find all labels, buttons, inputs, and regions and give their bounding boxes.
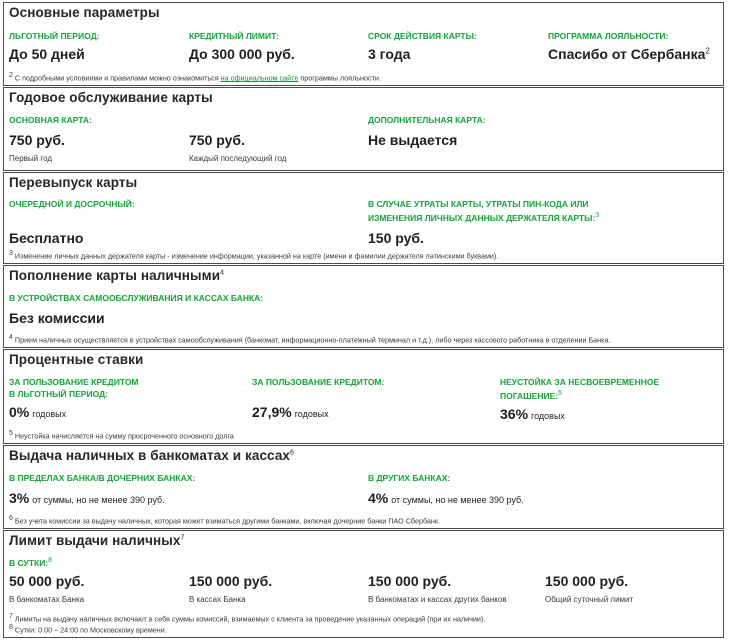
regular-reissue [9, 198, 135, 246]
section-title: Лимит выдачи наличных$^7$ [9, 533, 185, 548]
footnote-5: $^5$ Неустойка начисляется на сумму просроченного основного долга [9, 430, 234, 441]
official-site-link[interactable]: на официальном сайте [220, 73, 299, 83]
limit-other-banks-value: 150 000 руб. [368, 573, 452, 589]
deposit-label: В УСТРОЙСТВАХ САМООБСЛУЖИВАНИЯ И КАССАХ БАНКА: [9, 293, 264, 303]
rate-credit-label: ЗА ПОЛЬЗОВАНИЕ КРЕДИТОМ: [252, 377, 385, 387]
next-years-label [189, 114, 286, 126]
loyalty-program [548, 30, 710, 62]
rate-penalty [500, 376, 659, 422]
limit-cash-desk-value: 150 000 руб. [189, 573, 273, 589]
rate-credit-value: 27,9% годовых [252, 404, 329, 420]
loss-reissue-label-line2: ИЗМЕНЕНИЯ ЛИЧНЫХ ДАННЫХ ДЕРЖАТЕЛЯ КАРТЫ:$^3$ [368, 212, 600, 223]
withdraw-own-bank-label: В ПРЕДЕЛАХ БАНКА/В ДОЧЕРНИХ БАНКАХ: [9, 473, 196, 483]
per-day-label: В СУТКИ:$^8$ [9, 557, 53, 568]
credit-limit-value: До 300 000 руб. [189, 46, 295, 62]
cash-deposit-section [3, 265, 724, 348]
limit-cash-desk [189, 573, 272, 604]
footnote-3: $^3$ Изменение личных данных держателя карты - изменение информации, указанной на карте (имени и фамилии держателя латинскими буквами). [9, 250, 499, 261]
withdraw-own-bank [9, 472, 195, 506]
withdraw-other-banks-value: 4% от суммы, но не менее 390 руб. [368, 490, 524, 506]
grace-period [9, 30, 99, 62]
limit-other-banks [368, 573, 507, 604]
loyalty-program-value: Спасибо от Сбербанка$^2$ [548, 46, 710, 62]
grace-period-label: ЛЬГОТНЫЙ ПЕРИОД: [9, 31, 100, 41]
section-title: Основные параметры [9, 5, 160, 20]
footnote-6: $^6$ Без учета комиссии за выдачу наличных, которая может взиматься другими банками, включая дочерние банки ПАО Сбербанк. [9, 515, 441, 526]
first-year-fee: 750 руб. [9, 132, 65, 148]
card-validity-value: 3 года [368, 46, 411, 62]
limit-total-daily-caption: Общий суточный лимит [545, 595, 634, 604]
rate-credit-label-line2 [252, 388, 384, 400]
main-card-next-years [189, 114, 286, 163]
next-years-caption: Каждый последующий год [189, 154, 287, 163]
rate-grace-label-line2: В ЛЬГОТНЫЙ ПЕРИОД: [9, 389, 108, 399]
regular-reissue-label: ОЧЕРЕДНОЙ И ДОСРОЧНЫЙ: [9, 199, 135, 209]
section-title: Пополнение карты наличными$^4$ [9, 268, 225, 283]
card-validity [368, 30, 477, 62]
loss-reissue [368, 198, 599, 246]
section-title: Годовое обслуживание карты [9, 90, 213, 105]
rate-penalty-label-line2: ПОГАШЕНИЕ:$^5$ [500, 390, 563, 401]
footnote-7: $^7$ Лимиты на выдачу наличных включают в себя суммы комиссий, взимаемых с клиента за проведение указанных операций (при их наличии). [9, 613, 486, 624]
card-validity-label: СРОК ДЕЙСТВИЯ КАРТЫ: [368, 31, 477, 41]
rate-penalty-value: 36% годовых [500, 405, 565, 422]
rate-grace-value: 0% годовых [9, 404, 67, 420]
withdraw-other-banks-label: В ДРУГИХ БАНКАХ: [368, 473, 451, 483]
additional-card-label: ДОПОЛНИТЕЛЬНАЯ КАРТА: [368, 115, 486, 125]
main-parameters-section [3, 2, 724, 86]
limit-other-banks-caption: В банкоматах и кассах других банков [368, 595, 507, 604]
section-title: Процентные ставки [9, 352, 144, 367]
loss-reissue-value: 150 руб. [368, 229, 424, 246]
cash-limit-section [3, 530, 724, 638]
additional-card-value: Не выдается [368, 132, 458, 148]
section-title: Выдача наличных в банкоматах и кассах$^6$ [9, 448, 295, 463]
first-year-caption: Первый год [9, 154, 53, 163]
limit-cash-desk-caption: В кассах Банка [189, 595, 246, 604]
section-title: Перевыпуск карты [9, 175, 138, 190]
footnote-4: $^4$ Прием наличных осуществляется в устройствах самообслуживания (банкомат, информационно-платежный терминал и т.д.), либо через кассового работника в отделении Банка. [9, 334, 611, 345]
limit-total-daily [545, 573, 633, 604]
reissue-section [3, 172, 724, 264]
grace-period-value: До 50 дней [9, 46, 85, 62]
main-card-label: ОСНОВНАЯ КАРТА: [9, 115, 92, 125]
footnote-8: $^8$ Сутки: 0:00 – 24:00 по Московскому времени. [9, 624, 167, 635]
rate-grace-label-line1: ЗА ПОЛЬЗОВАНИЕ КРЕДИТОМ [9, 377, 139, 387]
next-years-fee: 750 руб. [189, 132, 245, 148]
limit-atm-bank-caption: В банкоматах Банка [9, 595, 85, 604]
withdraw-other-banks [368, 472, 524, 506]
withdraw-own-bank-value: 3% от суммы, но не менее 390 руб. [9, 490, 165, 506]
footnote-2: $^2$ С подробными условиями и правилами можно ознакомиться на официальном сайте программы лояльности. [9, 72, 381, 83]
main-card-first-year [9, 114, 92, 163]
loss-reissue-label-line1: В СЛУЧАЕ УТРАТЫ КАРТЫ, УТРАТЫ ПИН-КОДА ИЛИ [368, 199, 589, 209]
interest-rates-section [3, 349, 724, 444]
limit-per-day-label [9, 555, 52, 569]
deposit-terms [9, 292, 263, 326]
regular-reissue-value: Бесплатно [9, 230, 84, 246]
cash-withdrawal-section [3, 445, 724, 529]
rate-grace [9, 376, 139, 420]
credit-limit-label: КРЕДИТНЫЙ ЛИМИТ: [189, 31, 279, 41]
limit-atm-bank-value: 50 000 руб. [9, 573, 85, 589]
rate-penalty-label-line1: НЕУСТОЙКА ЗА НЕСВОЕВРЕМЕННОЕ [500, 377, 660, 387]
limit-total-daily-value: 150 000 руб. [545, 573, 629, 589]
annual-service-section [3, 87, 724, 171]
additional-card [368, 114, 486, 148]
credit-limit [189, 30, 295, 62]
rate-credit [252, 376, 384, 420]
loyalty-program-label: ПРОГРАММА ЛОЯЛЬНОСТИ: [548, 31, 669, 41]
deposit-value: Без комиссии [9, 310, 105, 326]
limit-atm-bank [9, 573, 84, 604]
